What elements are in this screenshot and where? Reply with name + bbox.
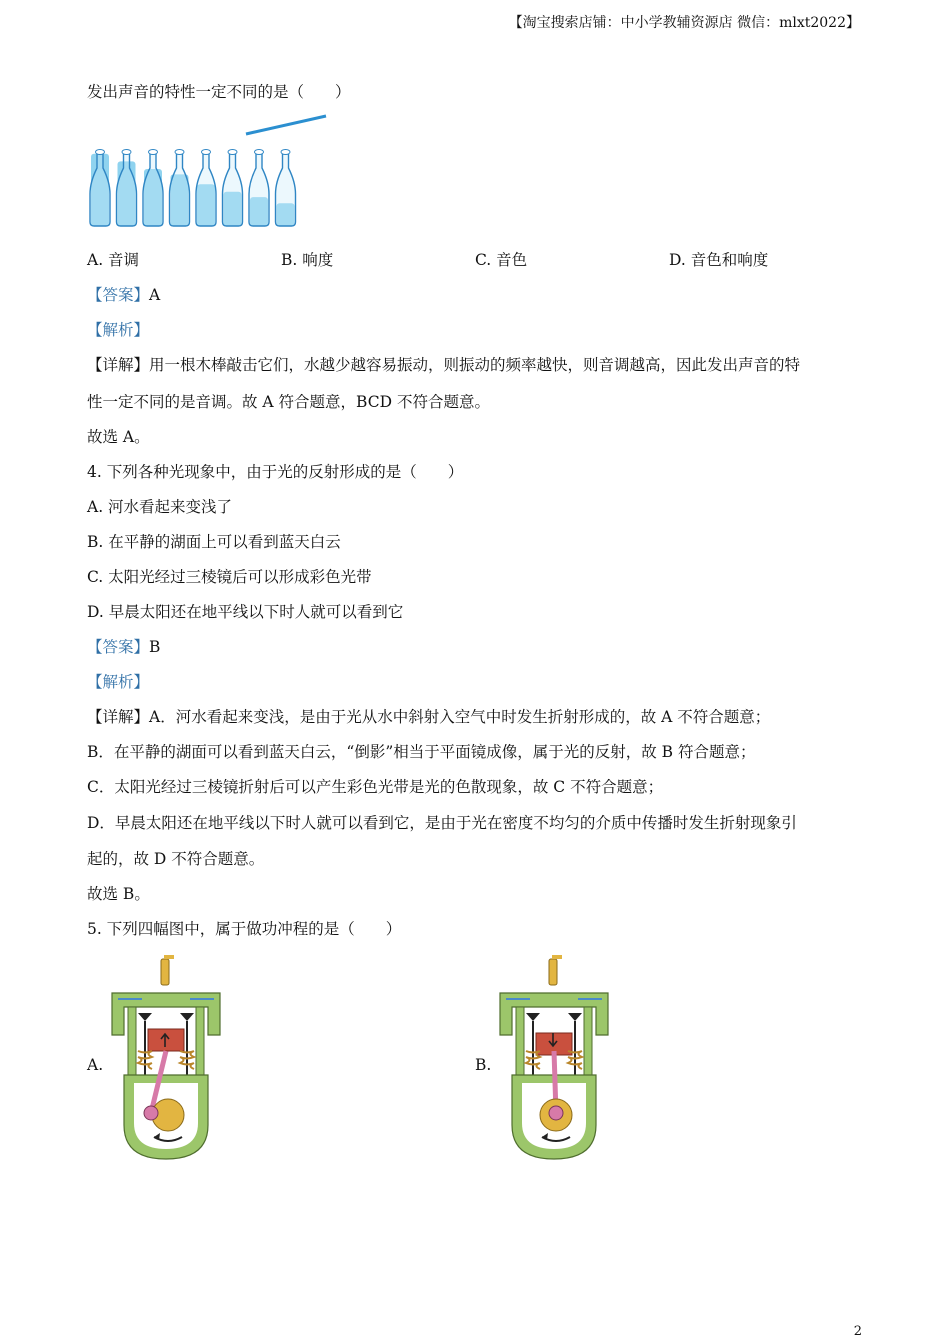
engine-figure-a	[108, 955, 224, 1165]
q5-label-a: A.	[87, 1056, 104, 1074]
bottle-outline	[223, 152, 243, 226]
spark-plug-tip	[164, 955, 174, 959]
bottles-figure	[86, 110, 336, 232]
q3-option-b: B. 响度	[281, 251, 334, 269]
q4-analysis-tag: 【解析】	[87, 673, 150, 691]
bottle-1	[90, 150, 110, 227]
exhaust-valve	[180, 1013, 194, 1021]
q3-detail-line1: 【详解】用一根木棒敲击它们，水越少越容易振动，则振动的频率越快，则音调越高，因此发出声音的特	[87, 356, 801, 374]
page-header: 【淘宝搜索店铺：中小学教辅资源店 微信：mlxt2022】	[508, 15, 860, 31]
spark-plug	[549, 959, 557, 985]
bottle-2	[117, 150, 137, 227]
bottle-outline	[196, 152, 216, 226]
crank-pin	[144, 1106, 158, 1120]
bottle-mouth	[281, 150, 290, 155]
bottle-mouth	[96, 150, 105, 155]
piston	[148, 1029, 184, 1051]
bottle-6	[223, 150, 243, 227]
bottle-5	[196, 150, 216, 227]
q3-answer	[87, 285, 160, 305]
bottle-8	[276, 150, 296, 227]
page-number: 2	[853, 1324, 862, 1339]
answer-value: A	[149, 286, 161, 304]
q3-option-c: C. 音色	[475, 251, 528, 269]
bottle-3	[143, 150, 163, 227]
exhaust-valve	[568, 1013, 582, 1021]
bottle-mouth	[122, 150, 131, 155]
q5-stem: 5. 下列四幅图中，属于做功冲程的是（ ）	[87, 920, 402, 938]
q4-stem: 4. 下列各种光现象中，由于光的反射形成的是（ ）	[87, 463, 464, 481]
bottle-mouth	[175, 150, 184, 155]
spark-plug-tip	[552, 955, 562, 959]
bottle-outline	[143, 152, 163, 226]
q3-conclusion: 故选 A。	[87, 428, 150, 446]
cylinder-wall-right	[196, 1007, 204, 1077]
q4-detail-b: B．在平静的湖面可以看到蓝天白云，“倒影”相当于平面镜成像，属于光的反射，故 B 符合题意；	[87, 743, 756, 761]
cylinder-wall-left	[128, 1007, 136, 1077]
q4-detail-d1: D．早晨太阳还在地平线以下时人就可以看到它，是由于光在密度不均匀的介质中传播时发生折射现象引	[87, 814, 797, 832]
q4-answer	[87, 637, 160, 657]
bottle-outline	[249, 152, 269, 226]
q4-detail-a: 【详解】A．河水看起来变浅，是由于光从水中斜射入空气中时发生折射形成的，故 A 不符合题意；	[87, 708, 771, 726]
bottle-mouth	[255, 150, 264, 155]
striking-stick	[246, 116, 326, 134]
bottle-mouth	[149, 150, 158, 155]
bottle-outline	[170, 152, 190, 226]
bottle-mouth	[202, 150, 211, 155]
q3-option-a: A. 音调	[87, 251, 140, 269]
bottle-4	[170, 150, 190, 227]
q4-option-a: A. 河水看起来变浅了	[87, 498, 233, 516]
answer-tag: 【答案】	[87, 638, 150, 656]
intake-valve	[526, 1013, 540, 1021]
q4-option-b: B. 在平静的湖面上可以看到蓝天白云	[87, 533, 341, 551]
bottle-7	[249, 150, 269, 227]
bottle-mouth	[228, 150, 237, 155]
intake-valve	[138, 1013, 152, 1021]
q4-conclusion: 故选 B。	[87, 885, 150, 903]
q4-detail-d2: 起的，故 D 不符合题意。	[87, 850, 265, 868]
q4-option-c: C. 太阳光经过三棱镜后可以形成彩色光带	[87, 568, 372, 586]
crank-pin	[549, 1106, 563, 1120]
q3-option-d: D. 音色和响度	[669, 251, 769, 269]
q3-analysis-tag: 【解析】	[87, 321, 150, 339]
cylinder-wall-right	[584, 1007, 592, 1077]
answer-value: B	[149, 638, 161, 656]
spark-plug	[161, 959, 169, 985]
q4-detail-c: C．太阳光经过三棱镜折射后可以产生彩色光带是光的色散现象，故 C 不符合题意；	[87, 778, 664, 796]
q5-label-b: B.	[475, 1056, 492, 1074]
q4-option-d: D. 早晨太阳还在地平线以下时人就可以看到它	[87, 603, 404, 621]
q3-stem: 发出声音的特性一定不同的是（ ）	[87, 83, 351, 101]
cylinder-wall-left	[516, 1007, 524, 1077]
answer-tag: 【答案】	[87, 286, 150, 304]
bottle-outline	[276, 152, 296, 226]
engine-figure-b	[496, 955, 612, 1165]
q3-detail-line2: 性一定不同的是音调。故 A 符合题意，BCD 不符合题意。	[87, 393, 490, 411]
